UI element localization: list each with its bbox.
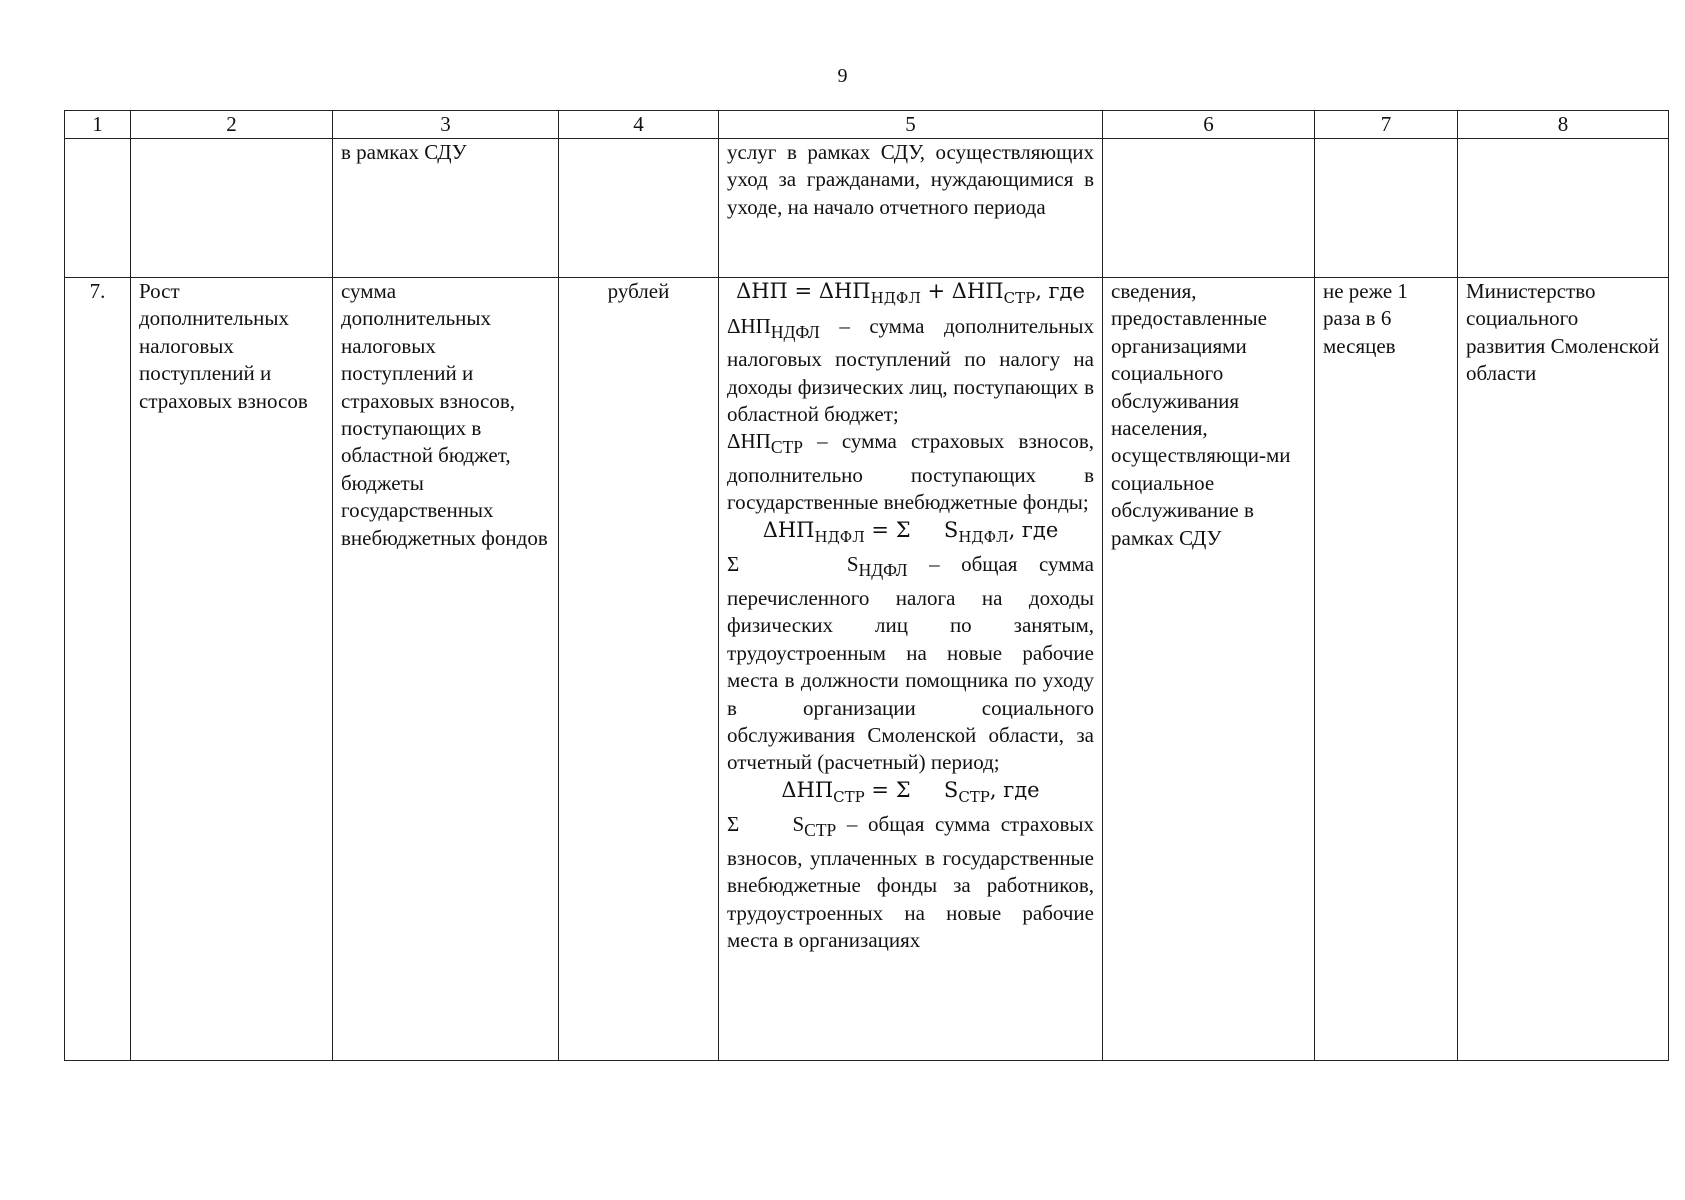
definition-sum-str: Σ $S_{СТР}$ – общая сумма страховых взносов, уплаченных в государственные внебюджетные фонды за работников, трудоустроенных на новые рабочие места в организациях xyxy=(727,812,1094,953)
formula-ndfl: $\Delta НП_{НДФЛ} = \Sigma$ $S_{НДФЛ}$, где xyxy=(762,517,1059,546)
cell-source xyxy=(1103,139,1315,278)
cell-frequency: не реже 1 раза в 6 месяцев xyxy=(1315,278,1458,1061)
column-header-6: 6 xyxy=(1103,111,1315,139)
cell-method: услуг в рамках СДУ, осуществляющих уход за гражданами, нуждающимися в уходе, на начало отчетного периода xyxy=(719,139,1103,278)
column-header-7: 7 xyxy=(1315,111,1458,139)
cell-frequency xyxy=(1315,139,1458,278)
cell-method xyxy=(719,278,1103,1061)
cell-unit: рублей xyxy=(559,278,719,1061)
cell-number xyxy=(65,139,131,278)
cell-source: сведения, предоставленные организациями социального обслуживания населения, осуществляющи-ми социальное обслуживание в рамках СДУ xyxy=(1103,278,1315,1061)
column-header-5: 5 xyxy=(719,111,1103,139)
formula-str: $\Delta НП_{СТР} = \Sigma$ $S_{СТР}$, где xyxy=(781,777,1040,807)
column-number-row xyxy=(65,111,1669,139)
table-row-7 xyxy=(65,278,1669,1061)
formula-total: $\Delta НП = \Delta НП_{НДФЛ} + \Delta НП_{СТР}$, где xyxy=(736,279,1085,308)
cell-responsible: Министерство социального развития Смоленской области xyxy=(1458,278,1669,1061)
cell-definition: сумма дополнительных налоговых поступлений и страховых взносов, поступающих в областной бюджет, бюджеты государственных внебюджетных фондов xyxy=(333,278,559,1061)
page-number: 9 xyxy=(837,65,848,87)
column-header-2: 2 xyxy=(131,111,333,139)
column-header-4: 4 xyxy=(559,111,719,139)
definition-ndfl: $\Delta НП_{НДФЛ}$ – сумма дополнительных налоговых поступлений по налогу на доходы физических лиц, поступающих в областной бюджет; xyxy=(727,313,1094,426)
definition-sum-ndfl: Σ $S_{НДФЛ}$ – общая сумма перечисленного налога на доходы физических лиц по занятым, трудоустроенным на новые рабочие места в должности помощника по уходу в организации социального обслуживания Смоленской области, за отчетный (расчетный) период; xyxy=(727,552,1094,775)
column-header-1: 1 xyxy=(65,111,131,139)
table-row-continued xyxy=(65,139,1669,278)
cell-indicator-name: Рост дополнительных налоговых поступлений и страховых взносов xyxy=(131,278,333,1061)
cell-indicator-name xyxy=(131,139,333,278)
cell-definition: в рамках СДУ xyxy=(333,139,559,278)
definition-str: $\Delta НП_{СТР}$ – сумма страховых взносов, дополнительно поступающих в государственные внебюджетные фонды; xyxy=(727,429,1094,515)
cell-number: 7. xyxy=(65,278,131,1061)
cell-unit xyxy=(559,139,719,278)
indicators-table xyxy=(64,110,1669,1061)
column-header-8: 8 xyxy=(1458,111,1669,139)
cell-responsible xyxy=(1458,139,1669,278)
column-header-3: 3 xyxy=(333,111,559,139)
